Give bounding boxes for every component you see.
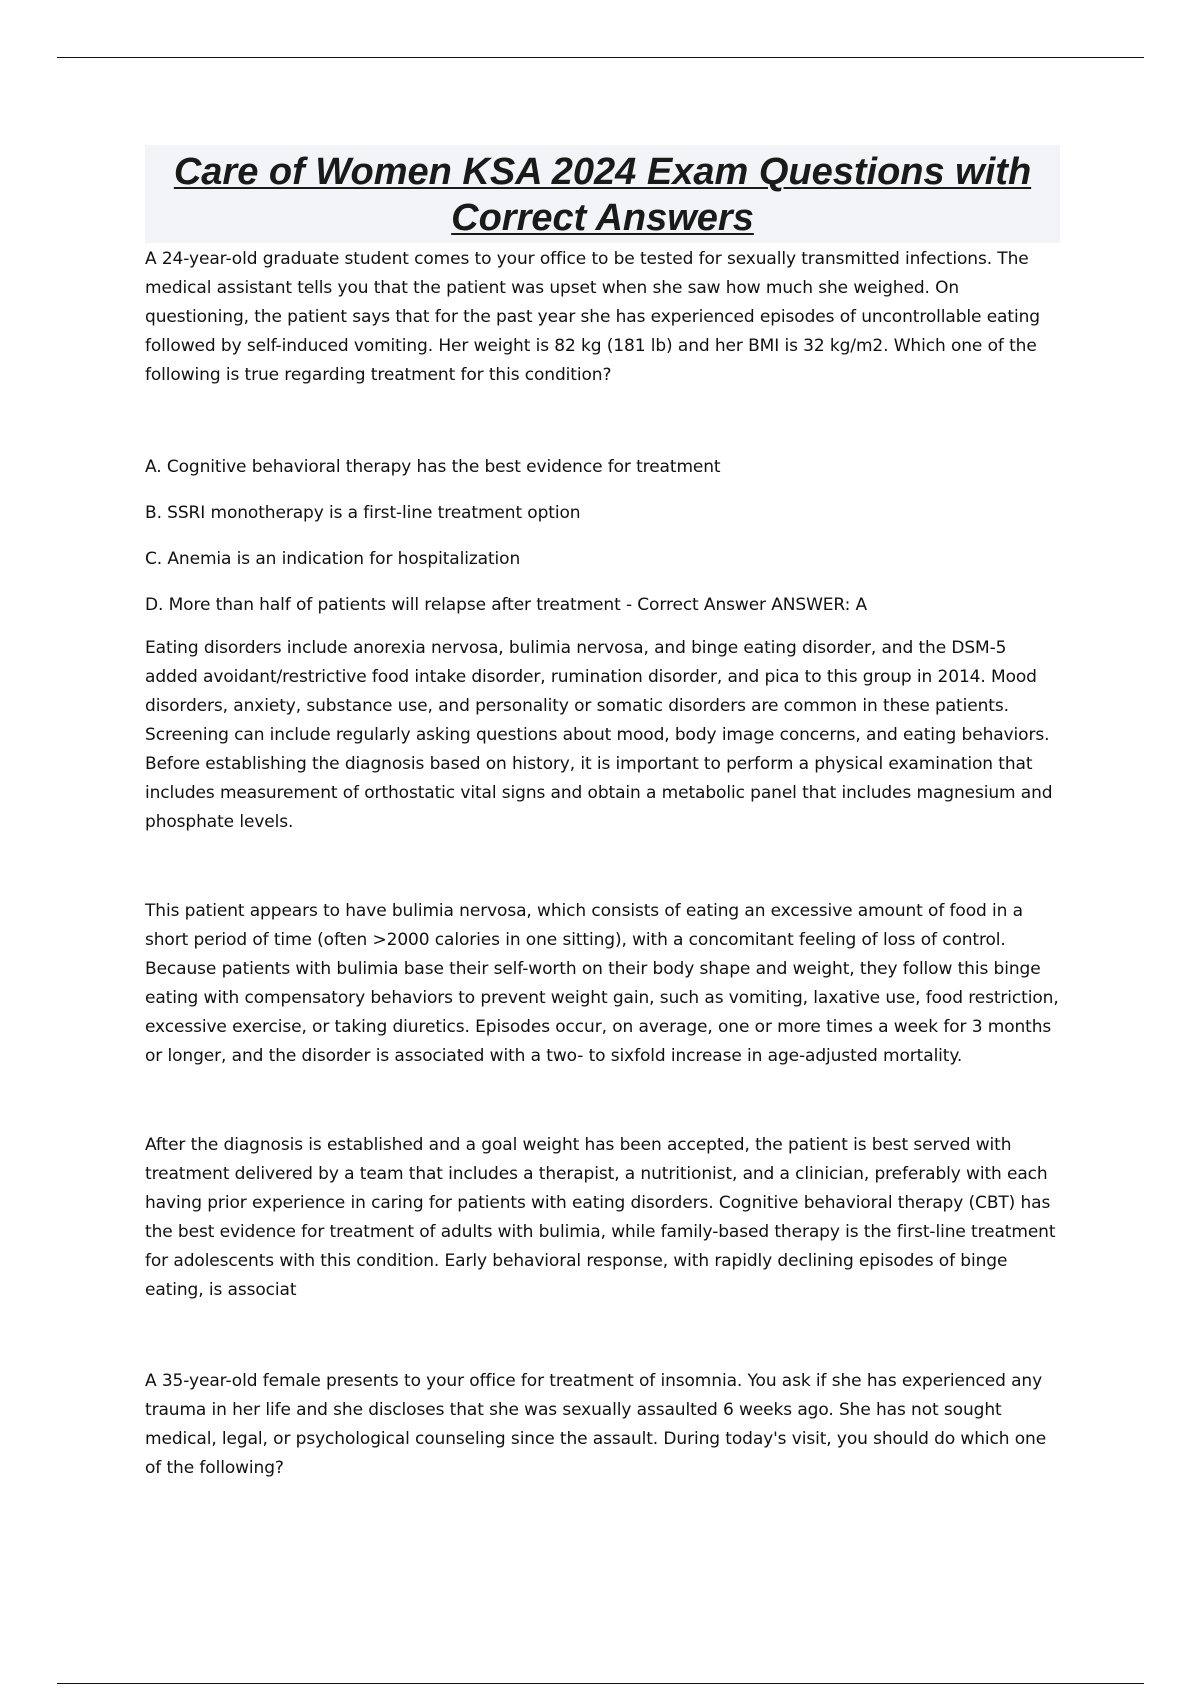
question-1-option-d-answer: D. More than half of patients will relapse after treatment - Correct Answer ANSWER: A (145, 595, 868, 615)
document-body (145, 145, 1060, 1483)
explanation-paragraph-3: After the diagnosis is established and a goal weight has been accepted, the patient is best served with treatment delivered by a team that includes a therapist, a nutritionist, and a clinician, preferably with each having prior experience in caring for patients with eating disorders. Cognitive behavioral therapy (CBT) has the best evidence for treatment of adults with bulimia, while family-based therapy is the first-line treatment for adolescents with this condition. Early behavioral response, with rapidly declining episodes of binge eating, is associat (145, 1135, 1056, 1300)
title-block (145, 145, 1060, 243)
footer-rule (57, 1683, 1144, 1684)
question-1-stem: A 24-year-old graduate student comes to your office to be tested for sexually transmitted infections. The medical assistant tells you that the patient was upset when she saw how much she weighed. On questioning, the patient says that for the past year she has experienced episodes of uncontrollable eating followed by self-induced vomiting. Her weight is 82 kg (181 lb) and her BMI is 32 kg/m2. Which one of the following is true regarding treatment for this condition? (145, 249, 1040, 385)
question-1-option-b: B. SSRI monotherapy is a first-line treatment option (145, 503, 581, 523)
question-1-option-a: A. Cognitive behavioral therapy has the best evidence for treatment (145, 457, 721, 477)
spacer (145, 837, 1060, 897)
spacer (145, 1071, 1060, 1131)
spacer (145, 390, 1060, 453)
explanation-paragraph-1: Eating disorders include anorexia nervosa, bulimia nervosa, and binge eating disorder, and the DSM-5 added avoidant/restrictive food intake disorder, rumination disorder, and pica to this group in 2014. Mood disorders, anxiety, substance use, and personality or somatic disorders are common in these patients. Screening can include regularly asking questions about mood, body image concerns, and eating behaviors. Before establishing the diagnosis based on history, it is important to perform a physical examination that includes measurement of orthostatic vital signs and obtain a metabolic panel that includes magnesium and phosphate levels. (145, 638, 1053, 832)
question-1-option-c: C. Anemia is an indication for hospitalization (145, 549, 521, 569)
header-rule (57, 57, 1144, 58)
spacer (145, 1305, 1060, 1365)
document-title: Care of Women KSA 2024 Exam Questions with Correct Answers (173, 151, 1032, 239)
question-2-stem: A 35-year-old female presents to your office for treatment of insomnia. You ask if she has experienced any trauma in her life and she discloses that she was sexually assaulted 6 weeks ago. She has not sought medical, legal, or psychological counseling since the assault. During today's visit, you should do which one of the following? (145, 1371, 1047, 1478)
explanation-paragraph-2: This patient appears to have bulimia nervosa, which consists of eating an excessive amount of food in a short period of time (often >2000 calories in one sitting), with a concomitant feeling of loss of control. Because patients with bulimia base their self-worth on their body shape and weight, they follow this binge eating with compensatory behaviors to prevent weight gain, such as vomiting, laxative use, food restriction, excessive exercise, or taking diuretics. Episodes occur, on average, one or more times a week for 3 months or longer, and the disorder is associated with a two- to sixfold increase in age-adjusted mortality. (145, 901, 1059, 1066)
